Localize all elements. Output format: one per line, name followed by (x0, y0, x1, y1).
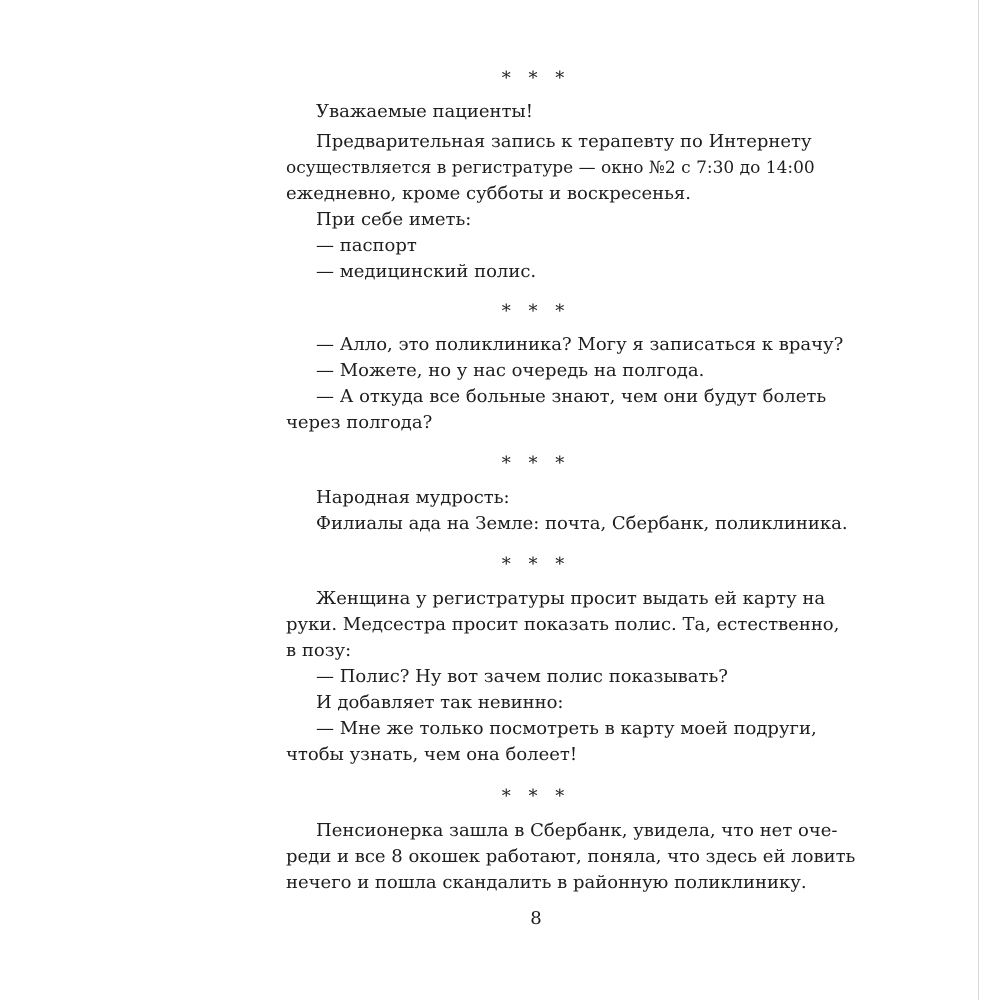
paragraph-line: ежедневно, кроме субботы и воскресенья. (286, 183, 691, 204)
page-edge-divider (978, 0, 979, 1000)
paragraph-line: осуществляется в регистратуре — окно №2 с 7:30 до 14:00 (286, 158, 815, 178)
dialogue-line: — А откуда все больные знают, чем они будут болеть (316, 386, 827, 407)
paragraph-line: Народная мудрость: (316, 487, 510, 508)
page-text-block (286, 0, 856, 1000)
section-separator: * * * (501, 453, 571, 474)
paragraph-line: нечего и пошла скандалить в районную поликлинику. (286, 872, 807, 893)
section-separator: * * * (501, 68, 571, 89)
paragraph-line: Филиалы ада на Земле: почта, Сбербанк, поликлиника. (316, 513, 848, 534)
section-separator: * * * (501, 786, 571, 807)
paragraph-line: Предварительная запись к терапевту по Интернету (316, 131, 812, 152)
section-separator: * * * (501, 554, 571, 575)
paragraph-line: руки. Медсестра просит показать полис. Та, естественно, (286, 614, 840, 635)
paragraph-line: реди и все 8 окошек работают, поняла, что здесь ей ловить (286, 846, 856, 867)
dialogue-line: чтобы узнать, чем она болеет! (286, 744, 578, 765)
dialogue-line: — Полис? Ну вот зачем полис показывать? (316, 666, 728, 687)
list-item: — медицинский полис. (316, 261, 537, 282)
paragraph-line: в позу: (286, 640, 352, 661)
paragraph-line: Пенсионерка зашла в Сбербанк, увидела, что нет оче- (316, 820, 838, 841)
dialogue-line: — Можете, но у нас очередь на полгода. (316, 360, 705, 381)
page-number: 8 (530, 908, 542, 929)
paragraph-line: И добавляет так невинно: (316, 692, 564, 713)
dialogue-line: — Алло, это поликлиника? Могу я записаться к врачу? (316, 334, 844, 355)
paragraph-line: Женщина у регистратуры просит выдать ей карту на (316, 588, 826, 609)
dialogue-line: — Мне же только посмотреть в карту моей подруги, (316, 718, 817, 739)
paragraph-line: При себе иметь: (316, 209, 472, 230)
list-item: — паспорт (316, 235, 417, 256)
section-separator: * * * (501, 301, 571, 322)
dialogue-line: через полгода? (286, 412, 433, 433)
notice-heading: Уважаемые пациенты! (316, 101, 533, 122)
